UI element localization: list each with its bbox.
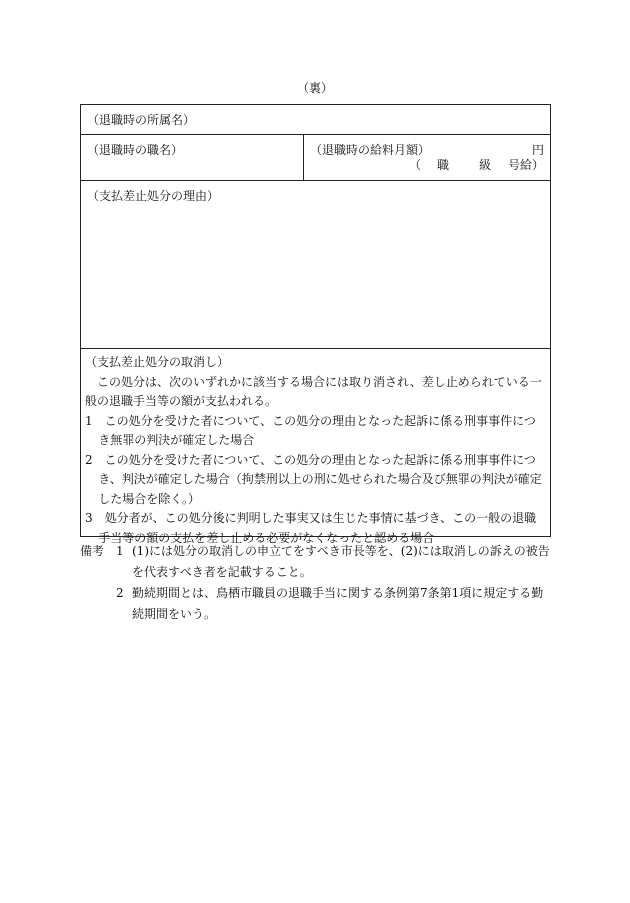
dept-label: （退職時の所属名）: [87, 113, 196, 127]
note-text: (1)には処分の取消しの申立てをすべき市長等を、(2)には取消しの訴えの被告を代表すべき者を記載すること。: [132, 544, 550, 579]
grade-shoku: 職: [437, 158, 450, 172]
salary-label: （退職時の給料月額）: [310, 143, 431, 157]
note-item-1: [116, 541, 552, 583]
grade-kyu: 級: [479, 158, 492, 172]
notes-heading: 備考: [80, 544, 105, 558]
cancellation-block: [85, 353, 547, 548]
grade-gokyu: 号給）: [508, 158, 545, 172]
column-divider: [303, 135, 304, 180]
position-label: （退職時の職名）: [87, 143, 184, 157]
grade-open-paren: （: [409, 158, 422, 172]
cancellation-row: [81, 349, 550, 545]
reason-label: （支払差止処分の理由）: [87, 189, 220, 203]
disposition-form: [80, 104, 551, 545]
salary-unit: 円: [531, 143, 544, 157]
dept-row: [81, 105, 550, 135]
note-number: 2: [116, 586, 124, 600]
cancellation-item-3: 3 処分者が、この処分後に判明した事実又は生じた事情に基づき、この一般の退職手当等の額の支払を差し止める必要がなくなったと認める場合: [85, 511, 537, 545]
grade-line: [409, 157, 544, 173]
reason-row: [81, 181, 550, 349]
position-salary-row: [81, 135, 550, 181]
cancellation-label: （支払差止処分の取消し）: [85, 355, 230, 369]
cancellation-item-1: 1 この処分を受けた者について、この処分の理由となった起訴に係る刑事事件につき無罪の判決が確定した場合: [85, 413, 536, 447]
cancellation-intro: この処分は、次のいずれかに該当する場合には取り消され、差し止められている一般の退職手当等の額が支払われる。: [85, 374, 542, 408]
cancellation-item-2: 2 この処分を受けた者について、この処分の理由となった起訴に係る刑事事件につき、判決が確定した場合（拘禁刑以上の刑に処せられた場合及び無罪の判決が確定した場合を除く。）: [85, 452, 542, 506]
note-text: 勤続期間とは、鳥栖市職員の退職手当に関する条例第7条第1項に規定する勤続期間をいう。: [132, 586, 544, 621]
page-heading: （裏）: [296, 81, 333, 95]
note-number: 1: [116, 544, 124, 558]
note-item-2: [116, 583, 552, 625]
